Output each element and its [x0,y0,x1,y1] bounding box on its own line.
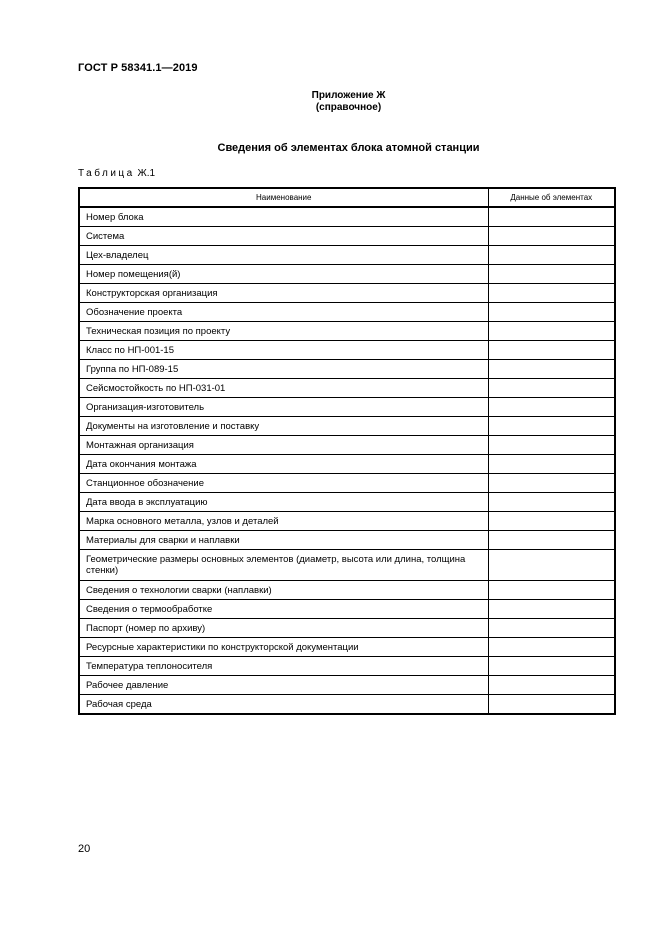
row-data-cell[interactable] [488,417,615,436]
table-caption-number: Ж.1 [137,168,156,179]
row-data-cell[interactable] [488,512,615,531]
table-row [79,436,615,455]
page-number: 20 [78,843,91,855]
table-row [79,493,615,512]
table-row [79,581,615,600]
table-body [79,207,615,714]
table-header-row [79,188,615,207]
table-row [79,512,615,531]
row-data-cell[interactable] [488,207,615,227]
table-caption-word: Таблица [78,168,135,179]
row-data-cell[interactable] [488,474,615,493]
row-data-cell[interactable] [488,581,615,600]
row-name-cell: Температура теплоносителя [79,657,488,676]
table-row [79,676,615,695]
appendix-heading [0,90,661,114]
table-row [79,246,615,265]
table-caption [78,168,155,179]
row-name-cell: Группа по НП-089-15 [79,360,488,379]
row-name-cell: Номер блока [79,207,488,227]
row-name-cell: Конструкторская организация [79,284,488,303]
row-data-cell[interactable] [488,284,615,303]
row-name-cell: Техническая позиция по проекту [79,322,488,341]
row-name-cell: Цех-владелец [79,246,488,265]
row-data-cell[interactable] [488,227,615,246]
row-data-cell[interactable] [488,531,615,550]
table-row [79,341,615,360]
table-row [79,455,615,474]
row-name-cell: Сейсмостойкость по НП-031-01 [79,379,488,398]
row-data-cell[interactable] [488,322,615,341]
row-data-cell[interactable] [488,493,615,512]
table-row [79,531,615,550]
appendix-subtitle: (справочное) [315,102,382,113]
table-row [79,207,615,227]
row-name-cell: Рабочая среда [79,695,488,715]
row-data-cell[interactable] [488,600,615,619]
table-row [79,227,615,246]
row-name-cell: Класс по НП-001-15 [79,341,488,360]
row-data-cell[interactable] [488,657,615,676]
row-name-cell: Ресурсные характеристики по конструкторской документации [79,638,488,657]
row-name-cell: Паспорт (номер по архиву) [79,619,488,638]
row-name-cell: Марка основного металла, узлов и деталей [79,512,488,531]
row-data-cell[interactable] [488,303,615,322]
row-data-cell[interactable] [488,436,615,455]
row-data-cell[interactable] [488,550,615,581]
table-row [79,550,615,581]
row-data-cell[interactable] [488,676,615,695]
row-data-cell[interactable] [488,619,615,638]
table-row [79,284,615,303]
table-row [79,474,615,493]
table-row [79,657,615,676]
document-code: ГОСТ Р 58341.1—2019 [78,62,198,74]
appendix-title: Приложение Ж [311,90,386,101]
row-name-cell: Номер помещения(й) [79,265,488,284]
table-row [79,695,615,715]
row-name-cell: Документы на изготовление и поставку [79,417,488,436]
row-name-cell: Материалы для сварки и наплавки [79,531,488,550]
table-row [79,265,615,284]
table-row [79,303,615,322]
table-row [79,322,615,341]
row-name-cell: Дата ввода в эксплуатацию [79,493,488,512]
row-name-cell: Дата окончания монтажа [79,455,488,474]
row-data-cell[interactable] [488,246,615,265]
table-row [79,417,615,436]
row-data-cell[interactable] [488,695,615,715]
row-name-cell: Организация-изготовитель [79,398,488,417]
row-data-cell[interactable] [488,455,615,474]
section-title: Сведения об элементах блока атомной станции [217,142,480,154]
table-row [79,379,615,398]
row-name-cell: Система [79,227,488,246]
row-data-cell[interactable] [488,379,615,398]
row-name-cell: Станционное обозначение [79,474,488,493]
row-name-cell: Сведения о технологии сварки (наплавки) [79,581,488,600]
table-row [79,638,615,657]
table-row [79,600,615,619]
row-name-cell: Монтажная организация [79,436,488,455]
element-info-table [78,187,616,715]
column-header-data: Данные об элементах [488,188,615,207]
row-data-cell[interactable] [488,360,615,379]
table-row [79,398,615,417]
row-data-cell[interactable] [488,398,615,417]
row-data-cell[interactable] [488,638,615,657]
table-row [79,619,615,638]
row-name-cell: Обозначение проекта [79,303,488,322]
row-data-cell[interactable] [488,265,615,284]
row-name-cell: Рабочее давление [79,676,488,695]
column-header-name: Наименование [79,188,488,207]
row-name-cell: Геометрические размеры основных элементов (диаметр, высота или длина, толщина стенки) [79,550,488,581]
table-row [79,360,615,379]
row-data-cell[interactable] [488,341,615,360]
row-name-cell: Сведения о термообработке [79,600,488,619]
